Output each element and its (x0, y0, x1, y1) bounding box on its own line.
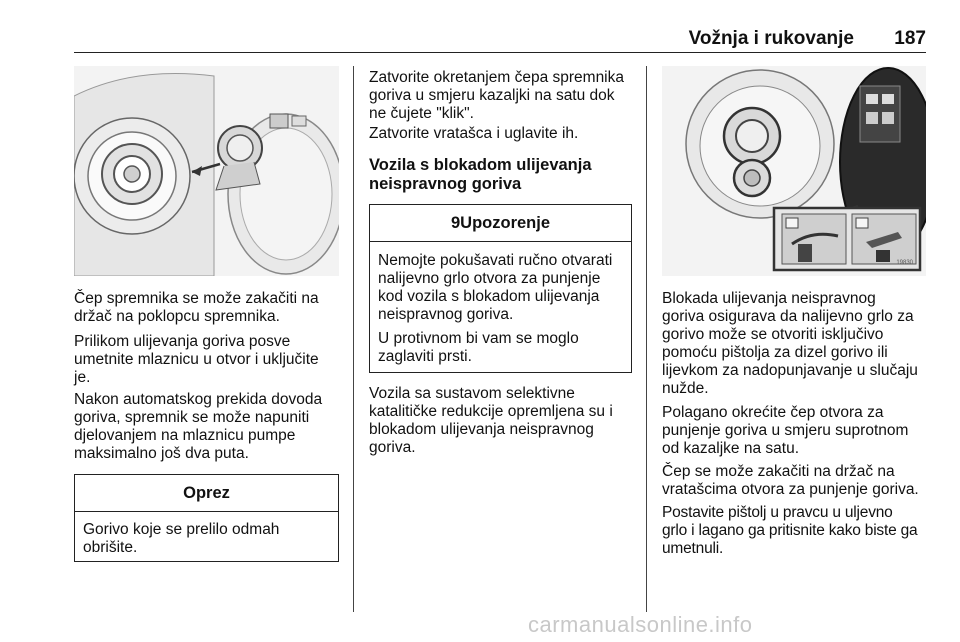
warning-title: Upozorenje (460, 214, 551, 232)
warning-paragraph-1: Nemojte pokušavati ručno otvarati nalijevno grlo otvora za punjenje kod vozila s blokadom ulijevanja neispravnog goriva. (378, 252, 613, 323)
misfuel-inhibitor-illustration (662, 66, 926, 276)
col2-paragraph-2: Zatvorite vratašca i uglavite ih. (369, 125, 579, 142)
header-rule (74, 52, 926, 53)
warning-paragraph-2: U protivnom bi vam se moglo zaglaviti prsti. (378, 330, 579, 365)
col1-paragraph-2: Prilikom ulijevanja goriva posve umetnite mlaznicu u otvor i uključite je. (74, 333, 319, 386)
misfuel-inhibitor-drawing (662, 66, 926, 276)
column-divider-2 (646, 66, 647, 612)
column-divider-1 (353, 66, 354, 612)
col3-paragraph-1: Blokada ulijevanja neispravnog goriva osigurava da nalijevno grlo za gorivo može se otvoriti isključivo pomoću pištolja za dizel gorivo ili lijevkom za nadopunjavanje u slučaju nužde. (662, 290, 918, 397)
warning-box (369, 204, 632, 373)
col2-paragraph-3: Vozila sa sustavom selektivne katalitičke redukcije opremljena su i blokadom ulijevanja neispravnog goriva. (369, 385, 613, 456)
caution-body: Gorivo koje se prelilo odmah obrišite. (83, 521, 280, 556)
section-title: Vožnja i rukovanje (688, 28, 854, 49)
watermark: carmanualsonline.info (528, 612, 753, 637)
page-number: 187 (894, 28, 926, 49)
fuel-cap-drawing (74, 66, 339, 276)
col3-paragraph-4: Postavite pištolj u pravcu u uljevno grlo i lagano ga pritisnite kako biste ga umetnuli. (662, 504, 918, 557)
warning-body (370, 242, 631, 366)
section-heading: Vozila s blokadom ulijevanja neispravnog goriva (369, 156, 592, 193)
warning-icon: 9 (450, 214, 461, 232)
image-code: 19830 (896, 260, 913, 266)
col1-paragraph-3: Nakon automatskog prekida dovoda goriva, spremnik se može napuniti djelovanjem na mlaznicu pumpe maksimalno još dva puta. (74, 391, 323, 462)
page-header (74, 28, 926, 50)
caution-title: Oprez (75, 475, 338, 512)
warning-header (370, 205, 631, 242)
col2-paragraph-1: Zatvorite okretanjem čepa spremnika goriva u smjeru kazaljki na satu dok ne čujete "klik". (369, 69, 625, 122)
col1-paragraph-1: Čep spremnika se može zakačiti na držač na poklopcu spremnika. (74, 290, 319, 325)
fuel-cap-illustration (74, 66, 339, 276)
col3-paragraph-2: Polagano okrećite čep otvora za punjenje goriva u smjeru suprotnom od kazaljke na satu. (662, 404, 909, 457)
caution-box (74, 474, 339, 562)
col3-paragraph-3: Čep se može zakačiti na držač na vratašcima otvora za punjenje goriva. (662, 463, 919, 498)
